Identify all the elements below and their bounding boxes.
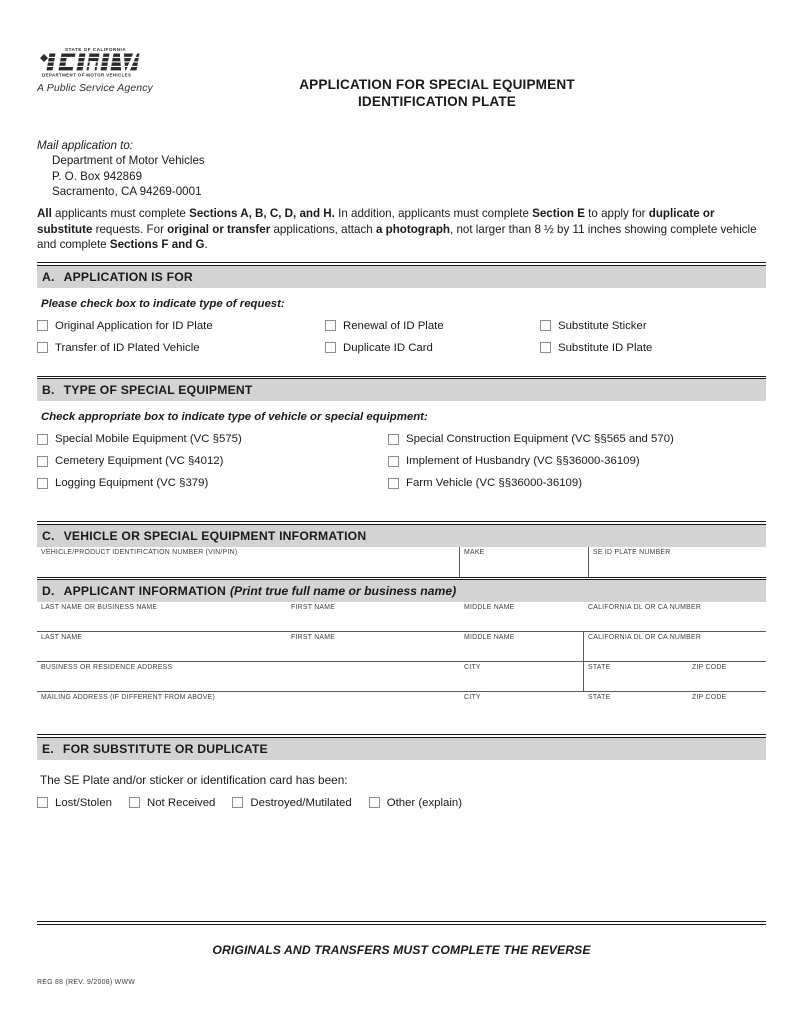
mail-address-line: P. O. Box 942869 bbox=[52, 169, 143, 183]
section-e-letter: E. bbox=[42, 741, 54, 756]
section-e-options-row bbox=[37, 797, 766, 809]
field-label-mailing-address: MAILING ADDRESS (IF DIFFERENT FROM ABOVE) bbox=[41, 694, 215, 701]
checkbox-icon[interactable] bbox=[388, 456, 399, 467]
checkbox-logging-equipment[interactable] bbox=[37, 477, 388, 489]
checkbox-implement-of-husbandry[interactable] bbox=[388, 455, 640, 467]
form-number: REG 88 (REV. 9/2008) WWW bbox=[37, 979, 136, 986]
checkbox-label: Cemetery Equipment (VC §4012) bbox=[55, 455, 224, 467]
form-sections bbox=[37, 262, 766, 809]
section-a-title: APPLICATION IS FOR bbox=[63, 269, 193, 284]
footer-rule bbox=[37, 921, 766, 925]
mailing-address-block bbox=[37, 138, 205, 199]
checkbox-icon[interactable] bbox=[325, 342, 336, 353]
instruction-text: ½ bbox=[544, 222, 554, 236]
checkbox-other-explain[interactable] bbox=[369, 797, 462, 809]
checkbox-label: Renewal of ID Plate bbox=[343, 319, 444, 332]
instruction-text: applicants must complete bbox=[51, 207, 190, 220]
checkbox-icon[interactable] bbox=[37, 797, 48, 808]
section-c-divider-2 bbox=[588, 547, 589, 577]
checkbox-farm-vehicle[interactable] bbox=[388, 477, 582, 489]
field-label-first-name: FIRST NAME bbox=[291, 634, 336, 641]
checkbox-label: Transfer of ID Plated Vehicle bbox=[55, 341, 200, 354]
section-e-header bbox=[37, 738, 766, 760]
section-b-options-row-2 bbox=[37, 455, 766, 467]
section-d-header bbox=[37, 580, 766, 602]
section-b-subinstruction: Check appropriate box to indicate type of vehicle or special equipment: bbox=[41, 411, 428, 423]
instruction-text: to apply for bbox=[584, 207, 649, 220]
section-e bbox=[37, 734, 766, 809]
section-a-options-row-1 bbox=[37, 320, 766, 332]
svg-text:DEPARTMENT OF MOTOR VEHICLES: DEPARTMENT OF MOTOR VEHICLES bbox=[42, 72, 132, 78]
field-label-state: STATE bbox=[588, 664, 611, 671]
section-b-options-row-3 bbox=[37, 477, 766, 489]
section-b bbox=[37, 376, 766, 490]
field-label-city: CITY bbox=[464, 694, 481, 701]
checkbox-substitute-sticker[interactable] bbox=[540, 320, 647, 332]
field-label-first-name: FIRST NAME bbox=[291, 604, 336, 611]
field-label-make: MAKE bbox=[464, 548, 485, 556]
agency-tagline: A Public Service Agency bbox=[37, 82, 153, 94]
checkbox-lost-stolen[interactable] bbox=[37, 797, 112, 809]
svg-text:STATE OF CALIFORNIA: STATE OF CALIFORNIA bbox=[65, 47, 127, 52]
section-d-title: APPLICANT INFORMATION bbox=[63, 584, 226, 598]
checkbox-icon[interactable] bbox=[37, 434, 48, 445]
field-label-california-dl-or-ca-number: CALIFORNIA DL OR CA NUMBER bbox=[588, 604, 702, 611]
page-title bbox=[197, 76, 677, 110]
section-a bbox=[37, 262, 766, 354]
page-header bbox=[37, 0, 766, 112]
instruction-emphasis: a photograph bbox=[375, 222, 451, 236]
checkbox-icon[interactable] bbox=[232, 797, 243, 808]
page-title-line1: APPLICATION FOR SPECIAL EQUIPMENT bbox=[299, 77, 575, 92]
field-label-zip-code: ZIP CODE bbox=[692, 694, 727, 701]
section-c-fields bbox=[37, 547, 766, 577]
field-label-city: CITY bbox=[464, 664, 481, 671]
checkbox-icon[interactable] bbox=[37, 478, 48, 489]
instruction-text: . bbox=[204, 238, 208, 251]
dmv-logo bbox=[37, 45, 157, 83]
checkbox-duplicate-id-card[interactable] bbox=[325, 342, 540, 354]
mail-lead-label: Mail application to: bbox=[37, 139, 134, 152]
checkbox-original-application-for-id-plate[interactable] bbox=[37, 320, 325, 332]
checkbox-label: Lost/Stolen bbox=[55, 796, 112, 809]
checkbox-label: Special Construction Equipment (VC §§565 and 570) bbox=[406, 433, 674, 445]
field-label-state: STATE bbox=[588, 694, 611, 701]
instructions-paragraph bbox=[37, 206, 766, 253]
checkbox-icon[interactable] bbox=[388, 478, 399, 489]
section-c-header bbox=[37, 525, 766, 547]
page-title-line2: IDENTIFICATION PLATE bbox=[357, 94, 517, 109]
checkbox-label: Substitute ID Plate bbox=[558, 341, 653, 354]
checkbox-destroyed-mutilated[interactable] bbox=[232, 797, 351, 809]
field-label-vin-pin: VEHICLE/PRODUCT IDENTIFICATION NUMBER (VIN/PIN) bbox=[41, 548, 238, 556]
section-d bbox=[37, 577, 766, 723]
checkbox-icon[interactable] bbox=[129, 797, 140, 808]
field-label-last-name-or-business-name: LAST NAME OR BUSINESS NAME bbox=[41, 604, 158, 611]
section-b-title: TYPE OF SPECIAL EQUIPMENT bbox=[63, 383, 253, 397]
checkbox-icon[interactable] bbox=[540, 342, 551, 353]
checkbox-transfer-of-id-plated-vehicle[interactable] bbox=[37, 342, 325, 354]
mail-address-line: Sacramento, CA 94269-0001 bbox=[52, 184, 202, 198]
section-b-header bbox=[37, 379, 766, 401]
checkbox-substitute-id-plate[interactable] bbox=[540, 342, 652, 354]
checkbox-icon[interactable] bbox=[540, 320, 551, 331]
instruction-text: by 11 inches showing complete vehicle and complete bbox=[37, 222, 757, 251]
section-d-title-note: (Print true full name or business name) bbox=[230, 584, 457, 598]
section-a-subinstruction: Please check box to indicate type of request: bbox=[41, 297, 285, 310]
instruction-emphasis: Section E bbox=[532, 207, 585, 220]
field-label-last-name: LAST NAME bbox=[41, 634, 83, 641]
instruction-emphasis: Sections A, B, C, D, and H. bbox=[189, 207, 335, 220]
section-d-fields bbox=[37, 602, 766, 722]
mail-address-line: Department of Motor Vehicles bbox=[52, 154, 205, 168]
table-row bbox=[37, 602, 766, 632]
checkbox-icon[interactable] bbox=[37, 342, 48, 353]
instruction-emphasis: Sections F and G bbox=[109, 238, 205, 251]
checkbox-label: Duplicate ID Card bbox=[343, 341, 433, 354]
checkbox-label: Special Mobile Equipment (VC §575) bbox=[55, 433, 242, 445]
footer-note: ORIGINALS AND TRANSFERS MUST COMPLETE THE REVERSE bbox=[212, 943, 591, 957]
checkbox-icon[interactable] bbox=[37, 456, 48, 467]
field-label-middle-name: MIDDLE NAME bbox=[464, 604, 515, 611]
checkbox-label: Not Received bbox=[147, 796, 216, 809]
section-a-options-row-2 bbox=[37, 342, 766, 354]
table-row bbox=[37, 662, 766, 692]
checkbox-label: Other (explain) bbox=[386, 796, 463, 809]
section-e-lead: The SE Plate and/or sticker or identification card has been: bbox=[40, 772, 348, 787]
table-row bbox=[37, 632, 766, 662]
instruction-text: applications, attach bbox=[270, 222, 376, 236]
section-d-letter: D. bbox=[42, 584, 55, 598]
dmv-logo-graphic bbox=[37, 45, 155, 83]
checkbox-label: Implement of Husbandry (VC §§36000-36109) bbox=[406, 455, 640, 467]
field-label-business-or-residence-address: BUSINESS OR RESIDENCE ADDRESS bbox=[41, 664, 173, 671]
section-c-divider-1 bbox=[459, 547, 460, 577]
section-c-letter: C. bbox=[42, 528, 55, 543]
section-b-letter: B. bbox=[42, 383, 55, 397]
field-label-se-id-plate-number: SE ID PLATE NUMBER bbox=[593, 548, 671, 556]
checkbox-special-construction-equipment[interactable] bbox=[388, 433, 674, 445]
checkbox-label: Destroyed/Mutilated bbox=[250, 796, 352, 809]
instruction-emphasis: All bbox=[37, 207, 52, 220]
section-b-options-row-1 bbox=[37, 433, 766, 445]
instruction-emphasis: original or transfer bbox=[167, 222, 271, 236]
checkbox-special-mobile-equipment[interactable] bbox=[37, 433, 388, 445]
checkbox-icon[interactable] bbox=[325, 320, 336, 331]
instruction-text: In addition, applicants must complete bbox=[334, 207, 533, 220]
instruction-emphasis: duplicate or substitute bbox=[37, 207, 715, 236]
section-a-letter: A. bbox=[42, 269, 55, 284]
instruction-text: requests. For bbox=[92, 222, 168, 236]
checkbox-label: Farm Vehicle (VC §§36000-36109) bbox=[406, 477, 583, 489]
section-d-divider-row2 bbox=[583, 632, 584, 662]
checkbox-label: Logging Equipment (VC §379) bbox=[55, 477, 209, 489]
section-c bbox=[37, 521, 766, 577]
checkbox-cemetery-equipment[interactable] bbox=[37, 455, 388, 467]
checkbox-not-received[interactable] bbox=[129, 797, 215, 809]
field-label-middle-name: MIDDLE NAME bbox=[464, 634, 515, 641]
checkbox-icon[interactable] bbox=[37, 320, 48, 331]
checkbox-renewal-of-id-plate[interactable] bbox=[325, 320, 540, 332]
section-c-row bbox=[37, 547, 766, 577]
checkbox-label: Substitute Sticker bbox=[558, 319, 647, 332]
checkbox-label: Original Application for ID Plate bbox=[55, 319, 213, 332]
section-d-divider-row3 bbox=[583, 662, 584, 692]
field-label-zip-code: ZIP CODE bbox=[692, 664, 727, 671]
instruction-text: , not larger than 8 bbox=[450, 222, 545, 236]
table-row bbox=[37, 692, 766, 722]
section-c-title: VEHICLE OR SPECIAL EQUIPMENT INFORMATION bbox=[63, 528, 367, 543]
checkbox-icon[interactable] bbox=[388, 434, 399, 445]
section-a-header bbox=[37, 266, 766, 288]
checkbox-icon[interactable] bbox=[369, 797, 380, 808]
field-label-california-dl-or-ca-number: CALIFORNIA DL OR CA NUMBER bbox=[588, 634, 702, 641]
section-e-title: FOR SUBSTITUTE OR DUPLICATE bbox=[62, 741, 268, 756]
